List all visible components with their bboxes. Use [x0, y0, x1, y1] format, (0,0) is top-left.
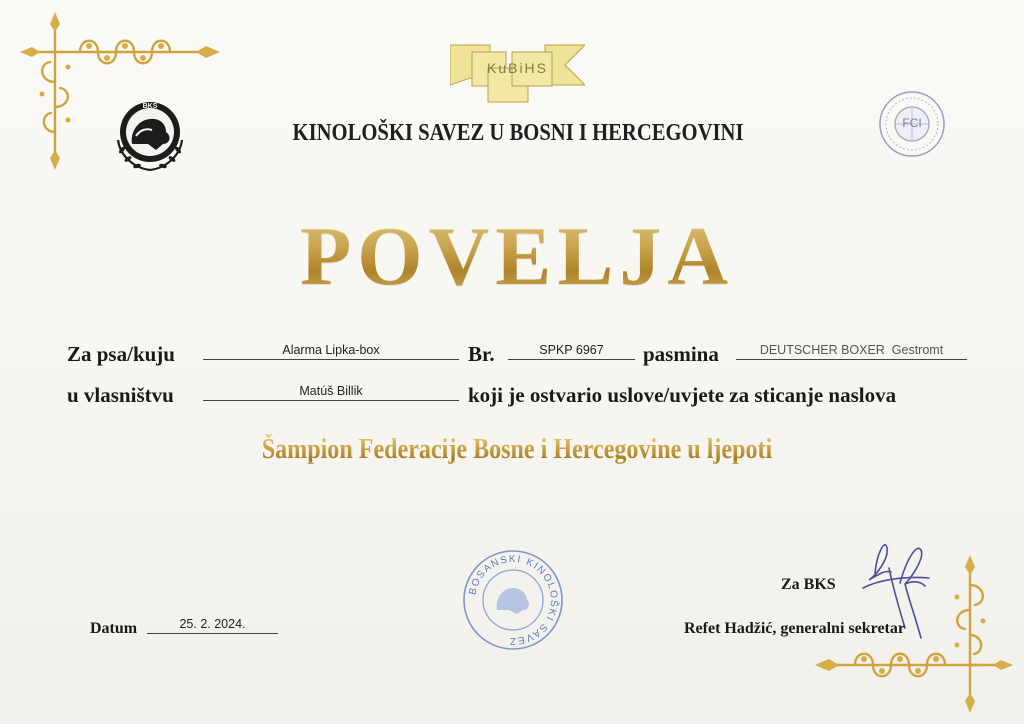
- dog-name-field: [203, 343, 459, 360]
- breed-field: [736, 343, 967, 360]
- breed-value: DEUTSCHER BOXER Gestromt: [759, 343, 944, 357]
- dog-label: Za psa/kuju: [67, 342, 175, 366]
- date-field: [147, 617, 278, 634]
- owner-field: [203, 384, 459, 401]
- number-label: Br.: [468, 342, 495, 366]
- dog-name: Alarma Lipka-box: [282, 343, 380, 357]
- official-stamp: [461, 548, 565, 652]
- signatory-name: Refet Hadžić, generalni sekretar: [684, 620, 905, 637]
- kubihs-logo: [450, 40, 585, 105]
- number-value: SPKP 6967: [539, 343, 604, 357]
- number-field: [508, 343, 635, 360]
- document-title: POVELJA: [0, 208, 1024, 305]
- date-label: Datum: [90, 620, 138, 637]
- award-title: Šampion Federacije Bosne i Hercegovine u ljepoti: [72, 434, 961, 466]
- bks-emblem-label: BKS: [142, 103, 158, 110]
- owner-name: Matúš Billik: [299, 384, 363, 398]
- stamp-text: BOSANSKI KINOLOŠKI SAVEZ: [467, 553, 560, 647]
- kubihs-logo-text: KuBiHS: [486, 60, 549, 76]
- fci-seal-text: FCI: [902, 116, 922, 130]
- breed-label: pasmina: [643, 342, 719, 366]
- signatory-org: Za BKS: [781, 576, 836, 593]
- date-value: 25. 2. 2024.: [179, 617, 246, 631]
- owner-suffix: koji je ostvario uslove/uvjete za sticanje naslova: [468, 383, 897, 407]
- owner-label: u vlasništvu: [67, 383, 174, 407]
- organization-title: KINOLOŠKI SAVEZ U BOSNI I HERCEGOVINI: [292, 120, 744, 146]
